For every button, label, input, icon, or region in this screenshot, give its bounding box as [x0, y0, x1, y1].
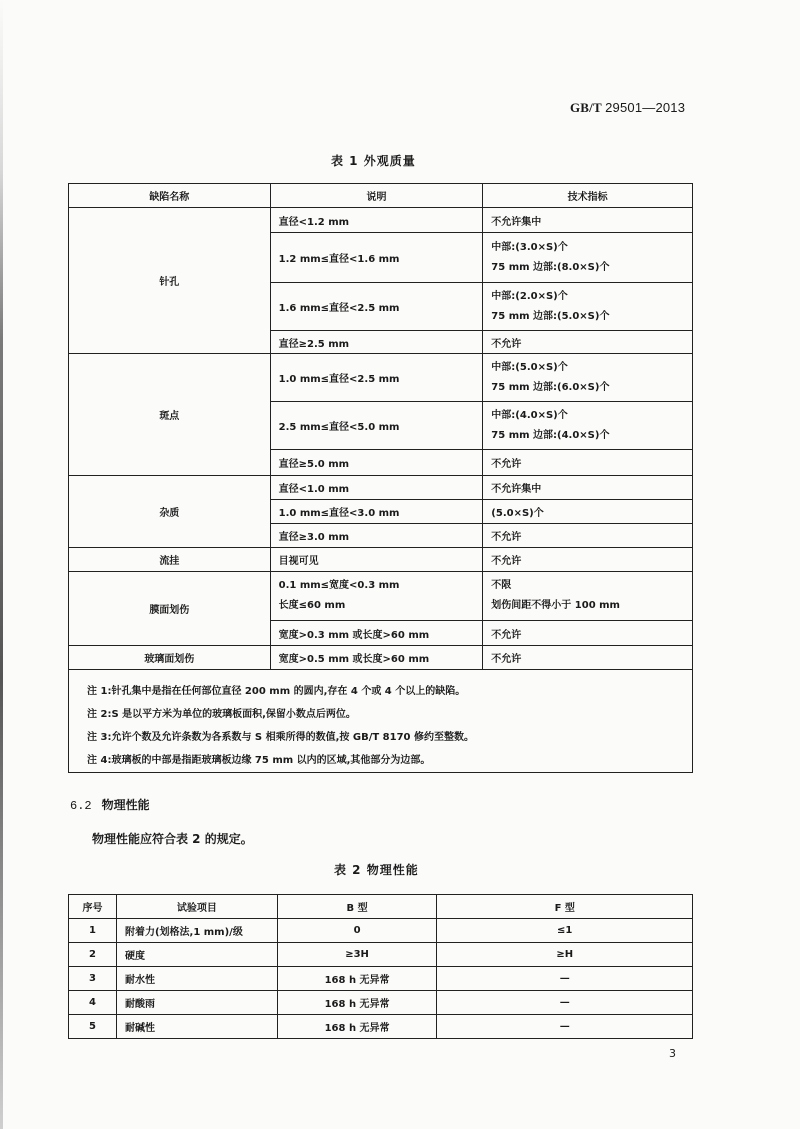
table-row	[69, 943, 693, 967]
row-number: 1	[69, 919, 117, 943]
scan-edge-shadow	[0, 0, 3, 1129]
table-row	[69, 1015, 693, 1039]
type-b-value: 168 h 无异常	[277, 967, 437, 991]
col-header-spec: 技术指标	[483, 184, 693, 208]
type-b-value: ≥3H	[277, 943, 437, 967]
table-row	[69, 354, 693, 402]
test-item: 硬度	[116, 943, 277, 967]
description-cell: 直径≥3.0 mm	[270, 524, 483, 548]
standard-number: 29501—2013	[605, 100, 686, 115]
spec-cell	[483, 233, 693, 283]
note-4: 注 4:玻璃板的中部是指距玻璃板边缘 75 mm 以内的区域,其他部分为边部。	[87, 755, 431, 766]
test-item: 耐水性	[116, 967, 277, 991]
table-row	[69, 572, 693, 621]
spec-line: 75 mm 边部:(4.0×S)个	[491, 429, 610, 441]
section-number: 6.2	[70, 799, 92, 813]
table-row	[69, 919, 693, 943]
col-header-type-f: F 型	[437, 895, 693, 919]
col-header-defect: 缺陷名称	[69, 184, 271, 208]
spec-line: 中部:(4.0×S)个	[491, 409, 568, 421]
spec-cell	[483, 572, 693, 621]
type-f-value: —	[437, 1015, 693, 1039]
standard-prefix: GB/T	[570, 100, 602, 115]
defect-name: 斑点	[69, 354, 271, 476]
table-row	[69, 646, 693, 670]
defect-name: 杂质	[69, 476, 271, 548]
description-cell: 1.0 mm≤直径<3.0 mm	[270, 500, 483, 524]
type-f-value: ≥H	[437, 943, 693, 967]
col-header-no: 序号	[69, 895, 117, 919]
spec-cell: 不允许	[483, 621, 693, 646]
description-cell: 直径≥5.0 mm	[270, 450, 483, 476]
description-cell: 1.6 mm≤直径<2.5 mm	[270, 283, 483, 331]
section-heading	[70, 796, 150, 813]
spec-cell: 不允许	[483, 646, 693, 670]
description-line: 0.1 mm≤宽度<0.3 mm	[278, 580, 400, 591]
spec-cell	[483, 283, 693, 331]
row-number: 4	[69, 991, 117, 1015]
description-cell: 1.0 mm≤直径<2.5 mm	[270, 354, 483, 402]
row-number: 2	[69, 943, 117, 967]
spec-cell	[483, 402, 693, 450]
description-line: 长度≤60 mm	[278, 600, 346, 611]
col-header-type-b: B 型	[277, 895, 437, 919]
type-f-value: —	[437, 991, 693, 1015]
table-row	[69, 967, 693, 991]
table1-notes	[69, 670, 693, 773]
col-header-test-item: 试验项目	[116, 895, 277, 919]
spec-line: 划伤间距不得小于 100 mm	[491, 600, 620, 611]
description-cell: 直径<1.0 mm	[270, 476, 483, 500]
type-b-value: 0	[277, 919, 437, 943]
description-cell: 目视可见	[270, 548, 483, 572]
defect-name: 膜面划伤	[69, 572, 271, 646]
page-number: 3	[669, 1047, 676, 1060]
spec-line: 中部:(3.0×S)个	[491, 241, 568, 253]
appearance-quality-table	[68, 183, 693, 773]
spec-cell: 不允许	[483, 331, 693, 354]
table-row	[69, 991, 693, 1015]
description-cell: 宽度>0.3 mm 或长度>60 mm	[270, 621, 483, 646]
section-paragraph: 物理性能应符合表 2 的规定。	[92, 832, 253, 846]
table2-caption: 表 2 物理性能	[334, 863, 419, 877]
type-f-value: —	[437, 967, 693, 991]
description-cell: 1.2 mm≤直径<1.6 mm	[270, 233, 483, 283]
spec-cell: 不允许集中	[483, 208, 693, 233]
table-row	[69, 548, 693, 572]
type-f-value: ≤1	[437, 919, 693, 943]
defect-name: 流挂	[69, 548, 271, 572]
spec-cell: 不允许	[483, 548, 693, 572]
spec-line: 中部:(2.0×S)个	[491, 290, 568, 302]
col-header-description: 说明	[270, 184, 483, 208]
row-number: 5	[69, 1015, 117, 1039]
section-title: 物理性能	[101, 798, 150, 812]
type-b-value: 168 h 无异常	[277, 991, 437, 1015]
table1-caption: 表 1 外观质量	[331, 154, 416, 168]
table2-header-row	[69, 895, 693, 919]
test-item: 附着力(划格法,1 mm)/级	[116, 919, 277, 943]
spec-cell	[483, 354, 693, 402]
spec-line: 中部:(5.0×S)个	[491, 361, 568, 373]
table1-notes-row	[69, 670, 693, 773]
spec-cell: (5.0×S)个	[483, 500, 693, 524]
spec-line: 不限	[491, 580, 512, 591]
spec-line: 75 mm 边部:(6.0×S)个	[491, 381, 610, 393]
spec-cell: 不允许	[483, 524, 693, 548]
standard-code-header	[570, 100, 685, 116]
note-2: 注 2:S 是以平方米为单位的玻璃板面积,保留小数点后两位。	[87, 709, 356, 720]
defect-name: 针孔	[69, 208, 271, 354]
description-cell: 宽度>0.5 mm 或长度>60 mm	[270, 646, 483, 670]
row-number: 3	[69, 967, 117, 991]
spec-line: 75 mm 边部:(8.0×S)个	[491, 261, 610, 273]
description-cell: 直径<1.2 mm	[270, 208, 483, 233]
test-item: 耐酸雨	[116, 991, 277, 1015]
test-item: 耐碱性	[116, 1015, 277, 1039]
description-cell	[270, 572, 483, 621]
physical-properties-table	[68, 894, 693, 1039]
note-3: 注 3:允许个数及允许条数为各系数与 S 相乘所得的数值,按 GB/T 8170 修约至整数。	[87, 732, 474, 743]
table-row	[69, 476, 693, 500]
table-row	[69, 208, 693, 233]
description-cell: 2.5 mm≤直径<5.0 mm	[270, 402, 483, 450]
note-1: 注 1:针孔集中是指在任何部位直径 200 mm 的圆内,存在 4 个或 4 个以上的缺陷。	[87, 686, 466, 697]
spec-cell: 不允许	[483, 450, 693, 476]
spec-line: 75 mm 边部:(5.0×S)个	[491, 310, 610, 322]
defect-name: 玻璃面划伤	[69, 646, 271, 670]
table1-header-row	[69, 184, 693, 208]
description-cell: 直径≥2.5 mm	[270, 331, 483, 354]
type-b-value: 168 h 无异常	[277, 1015, 437, 1039]
spec-cell: 不允许集中	[483, 476, 693, 500]
